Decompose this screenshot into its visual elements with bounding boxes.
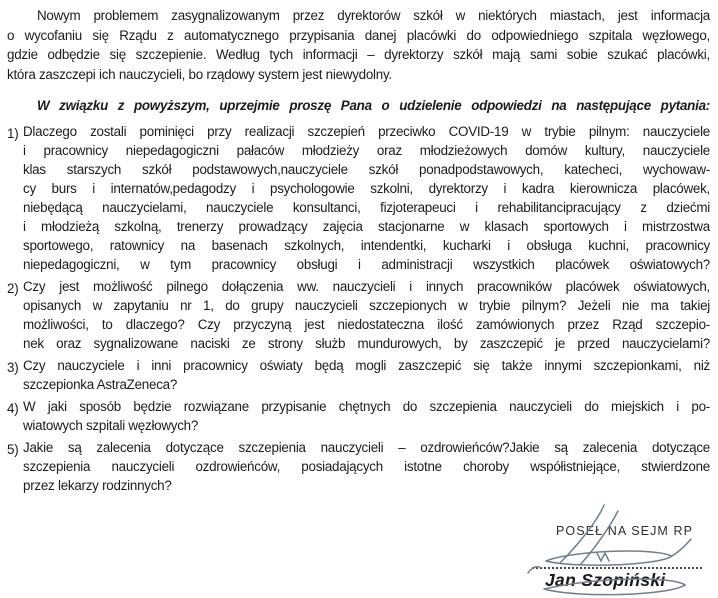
question-text <box>23 358 710 396</box>
question-item <box>7 279 710 355</box>
text-line: przez lekarzy rodzinnych? <box>23 477 172 493</box>
question-number: 1) <box>7 125 19 141</box>
text-line: Jakie są zalecenia dotyczące szczepienia nauczycieli – ozdrowieńców?Jakie są zalecenia dotyczące <box>23 439 710 455</box>
text-line: nek oraz sygnalizowane naciski ze strony służb mundurowych, by zaszczepić je przed nauczycielami? <box>23 335 710 351</box>
text-line: Czy jest możliwość pilnego dołączenia ww. nauczycieli i innych pracowników placówek oświatowych, <box>23 278 710 294</box>
text-line: szczepionka AstraZeneca? <box>23 376 178 392</box>
text-line: Czy nauczyciele i inni pracownicy oświaty będą mogli zaszczepić się także innymi szczepionkami, niż <box>23 357 710 373</box>
text-line: o wycofaniu się Rządu z automatycznego przypisania danej placówki do odpowiedniego szpitala węzłowego, <box>7 27 710 43</box>
question-number: 5) <box>7 441 19 457</box>
signature-block <box>460 500 718 598</box>
text-line: która zaszczepi ich nauczycieli, bo rządowy system jest niewydolny. <box>7 66 392 82</box>
request-heading: W związku z powyższym, uprzejmie proszę Pana o udzielenie odpowiedzi na następujące pytania: <box>37 98 710 113</box>
text-line: sportowego, ratownicy na basenach szkolnych, intendentki, kucharki i obsługa kuchni, pracownicy <box>23 237 710 253</box>
text-line: W jaki sposób będzie rozwiązane przypisanie chętnych do szczepienia nauczycieli do miejskich i po- <box>23 398 710 414</box>
question-item <box>7 399 710 437</box>
text-line: Nowym problemem zasygnalizowanym przez dyrektorów szkół w niektórych miastach, jest informacja <box>37 8 710 23</box>
question-number: 4) <box>7 400 19 416</box>
text-line: gdzie odbędzie się szczepienie. Według tych informacji – dyrektorzy szkół mają sami sobie szukać placówki, <box>7 47 710 62</box>
text-line: szczepienia nauczycieli ozdrowieńców, posiadających istotne choroby współistniejące, stwierdzone <box>23 458 710 474</box>
text-line: niebędącą nauczycielami, nauczyciele konsultanci, fizjoterapeuci i rehabilitancipracujący z dziećmi <box>23 199 710 215</box>
signature-dotted-line <box>532 567 702 569</box>
signature-title: POSEŁ NA SEJM RP <box>556 524 694 538</box>
text-line: Dlaczego zostali pominięci przy realizacji szczepień przeciwko COVID-19 w trybie pilnym: nauczyciele <box>23 123 710 139</box>
question-number: 3) <box>7 359 19 375</box>
question-item <box>7 124 710 276</box>
text-line: opisanych w zapytaniu nr 1, do grupy nauczycieli szczepionych w trybie pilnym? Jeżeli nie ma takiej <box>23 297 710 313</box>
question-text <box>23 124 710 276</box>
text-line: możliwości, to dlaczego? Czy przyczyną jest niedostateczna ilość zamówionych przez Rząd szczepio- <box>23 316 710 332</box>
question-item <box>7 440 710 497</box>
question-number: 2) <box>7 280 19 296</box>
question-text <box>23 279 710 355</box>
text-line: i młodzieżą szkolną, trenerzy prowadzący zajęcia stacjonarne w klasach sportowych i mistrzostwa <box>23 218 710 234</box>
text-line: wiatowych szpitali węzłowych? <box>23 417 199 433</box>
text-line: klas starszych szkół podstawowych,nauczyciele szkół ponadpodstawowych, katecheci, wychowaw- <box>23 161 710 177</box>
question-text <box>23 399 710 437</box>
intro-paragraph <box>7 8 710 86</box>
questions-list <box>7 124 710 497</box>
question-item <box>7 358 710 396</box>
text-line: cy burs i internatów,pedagodzy i psychologowie szkolni, dyrektorzy i kadra kierownicza placówek, <box>23 180 710 196</box>
text-line: i pracownicy niepedagogiczni pałaców młodzieży oraz młodzieżowych domów kultury, nauczyciele <box>23 142 710 158</box>
question-text <box>23 440 710 497</box>
text-line: niepedagogiczni, w tym pracownicy obsługi i administracji wszystkich placówek oświatowych? <box>23 256 710 272</box>
signature-name: Jan Szopiński <box>545 570 666 590</box>
